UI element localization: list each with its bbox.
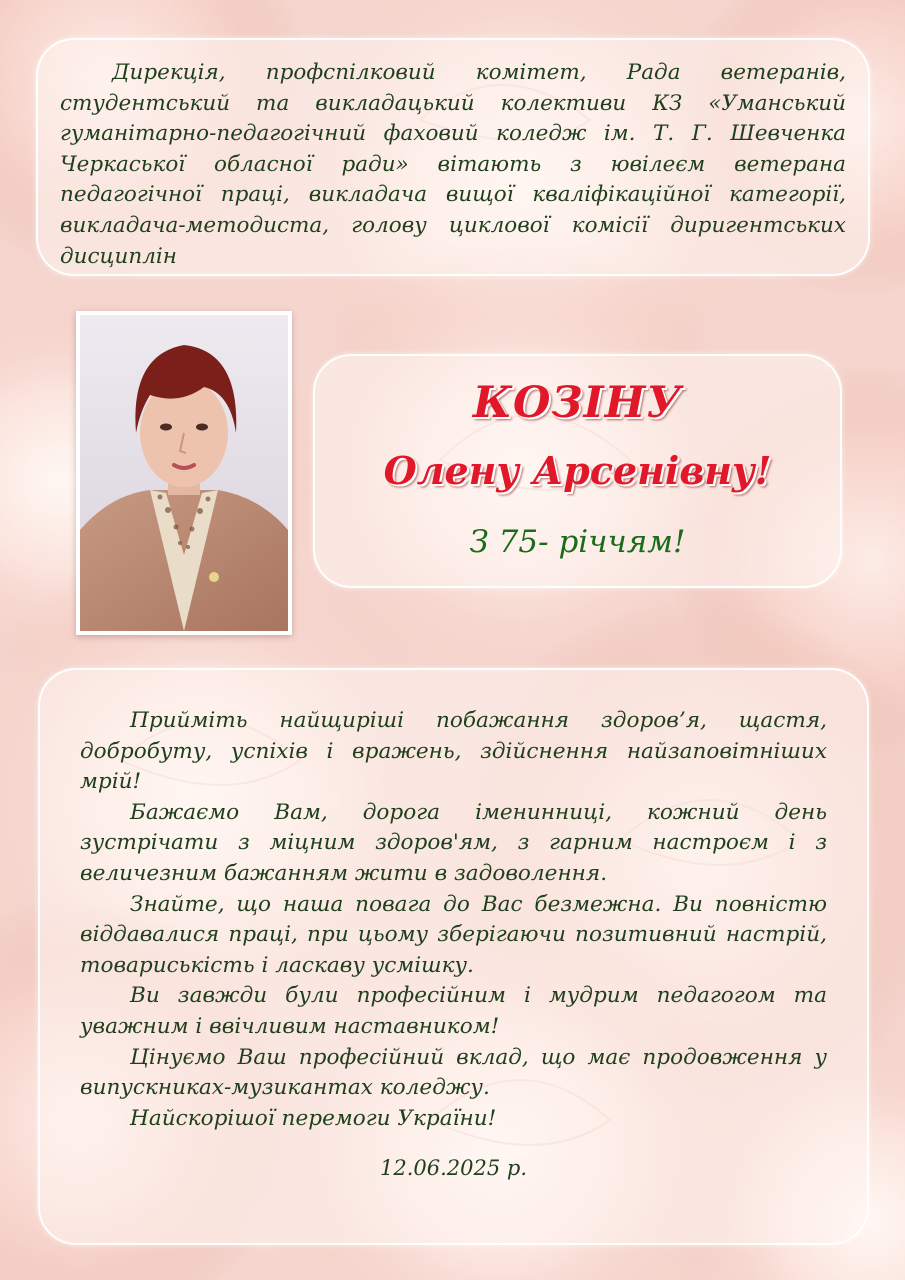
anniversary-text: З 75- річчям!	[469, 524, 686, 560]
intro-panel	[36, 38, 870, 276]
portrait-photo	[80, 315, 288, 631]
intro-text: Дирекція, профспілковий комітет, Рада ветеранів, студентський та викладацький колективи КЗ «Уманський гуманітарно-педагогічний фаховий коледж ім. Т. Г. Шевченка Черкаської обласної ради» вітають з ювілеєм ветерана педагогічної праці, викладача вищої кваліфікаційної категорії, викладача-методиста, голову циклової комісії диригентських дисциплін	[60, 60, 846, 269]
wish-paragraph: Прийміть найщиріші побажання здоров’я, щастя, добробуту, успіхів і вражень, здійснення найзаповітніших мрій!	[80, 708, 827, 795]
wish-paragraph: Знайте, що наша повага до Вас безмежна. Ви повністю віддавалися праці, при цьому зберігаючи позитивний настрій, товариськість і ласкаву усмішку.	[80, 891, 827, 978]
honoree-given-name: Олену Арсенівну!	[383, 448, 772, 493]
wish-paragraph: Ви завжди були професійним і мудрим педагогом та уважним і ввічливим наставником!	[80, 983, 827, 1039]
wishes-panel	[38, 668, 869, 1245]
name-panel	[313, 354, 842, 588]
portrait-photo-frame	[76, 311, 292, 635]
greeting-date: 12.06.2025 р.	[379, 1156, 528, 1181]
honoree-surname: КОЗІНУ	[472, 378, 683, 428]
wish-paragraph: Найскорішої перемоги України!	[130, 1105, 497, 1131]
wish-paragraph: Бажаємо Вам, дорога іменинниці, кожний день зустрічати з міцним здоров'ям, з гарним настроєм і з величезним бажанням жити в задоволення.	[80, 799, 827, 886]
wish-paragraph: Цінуємо Ваш професійний вклад, що має продовження у випускниках-музикантах коледжу.	[80, 1044, 827, 1101]
